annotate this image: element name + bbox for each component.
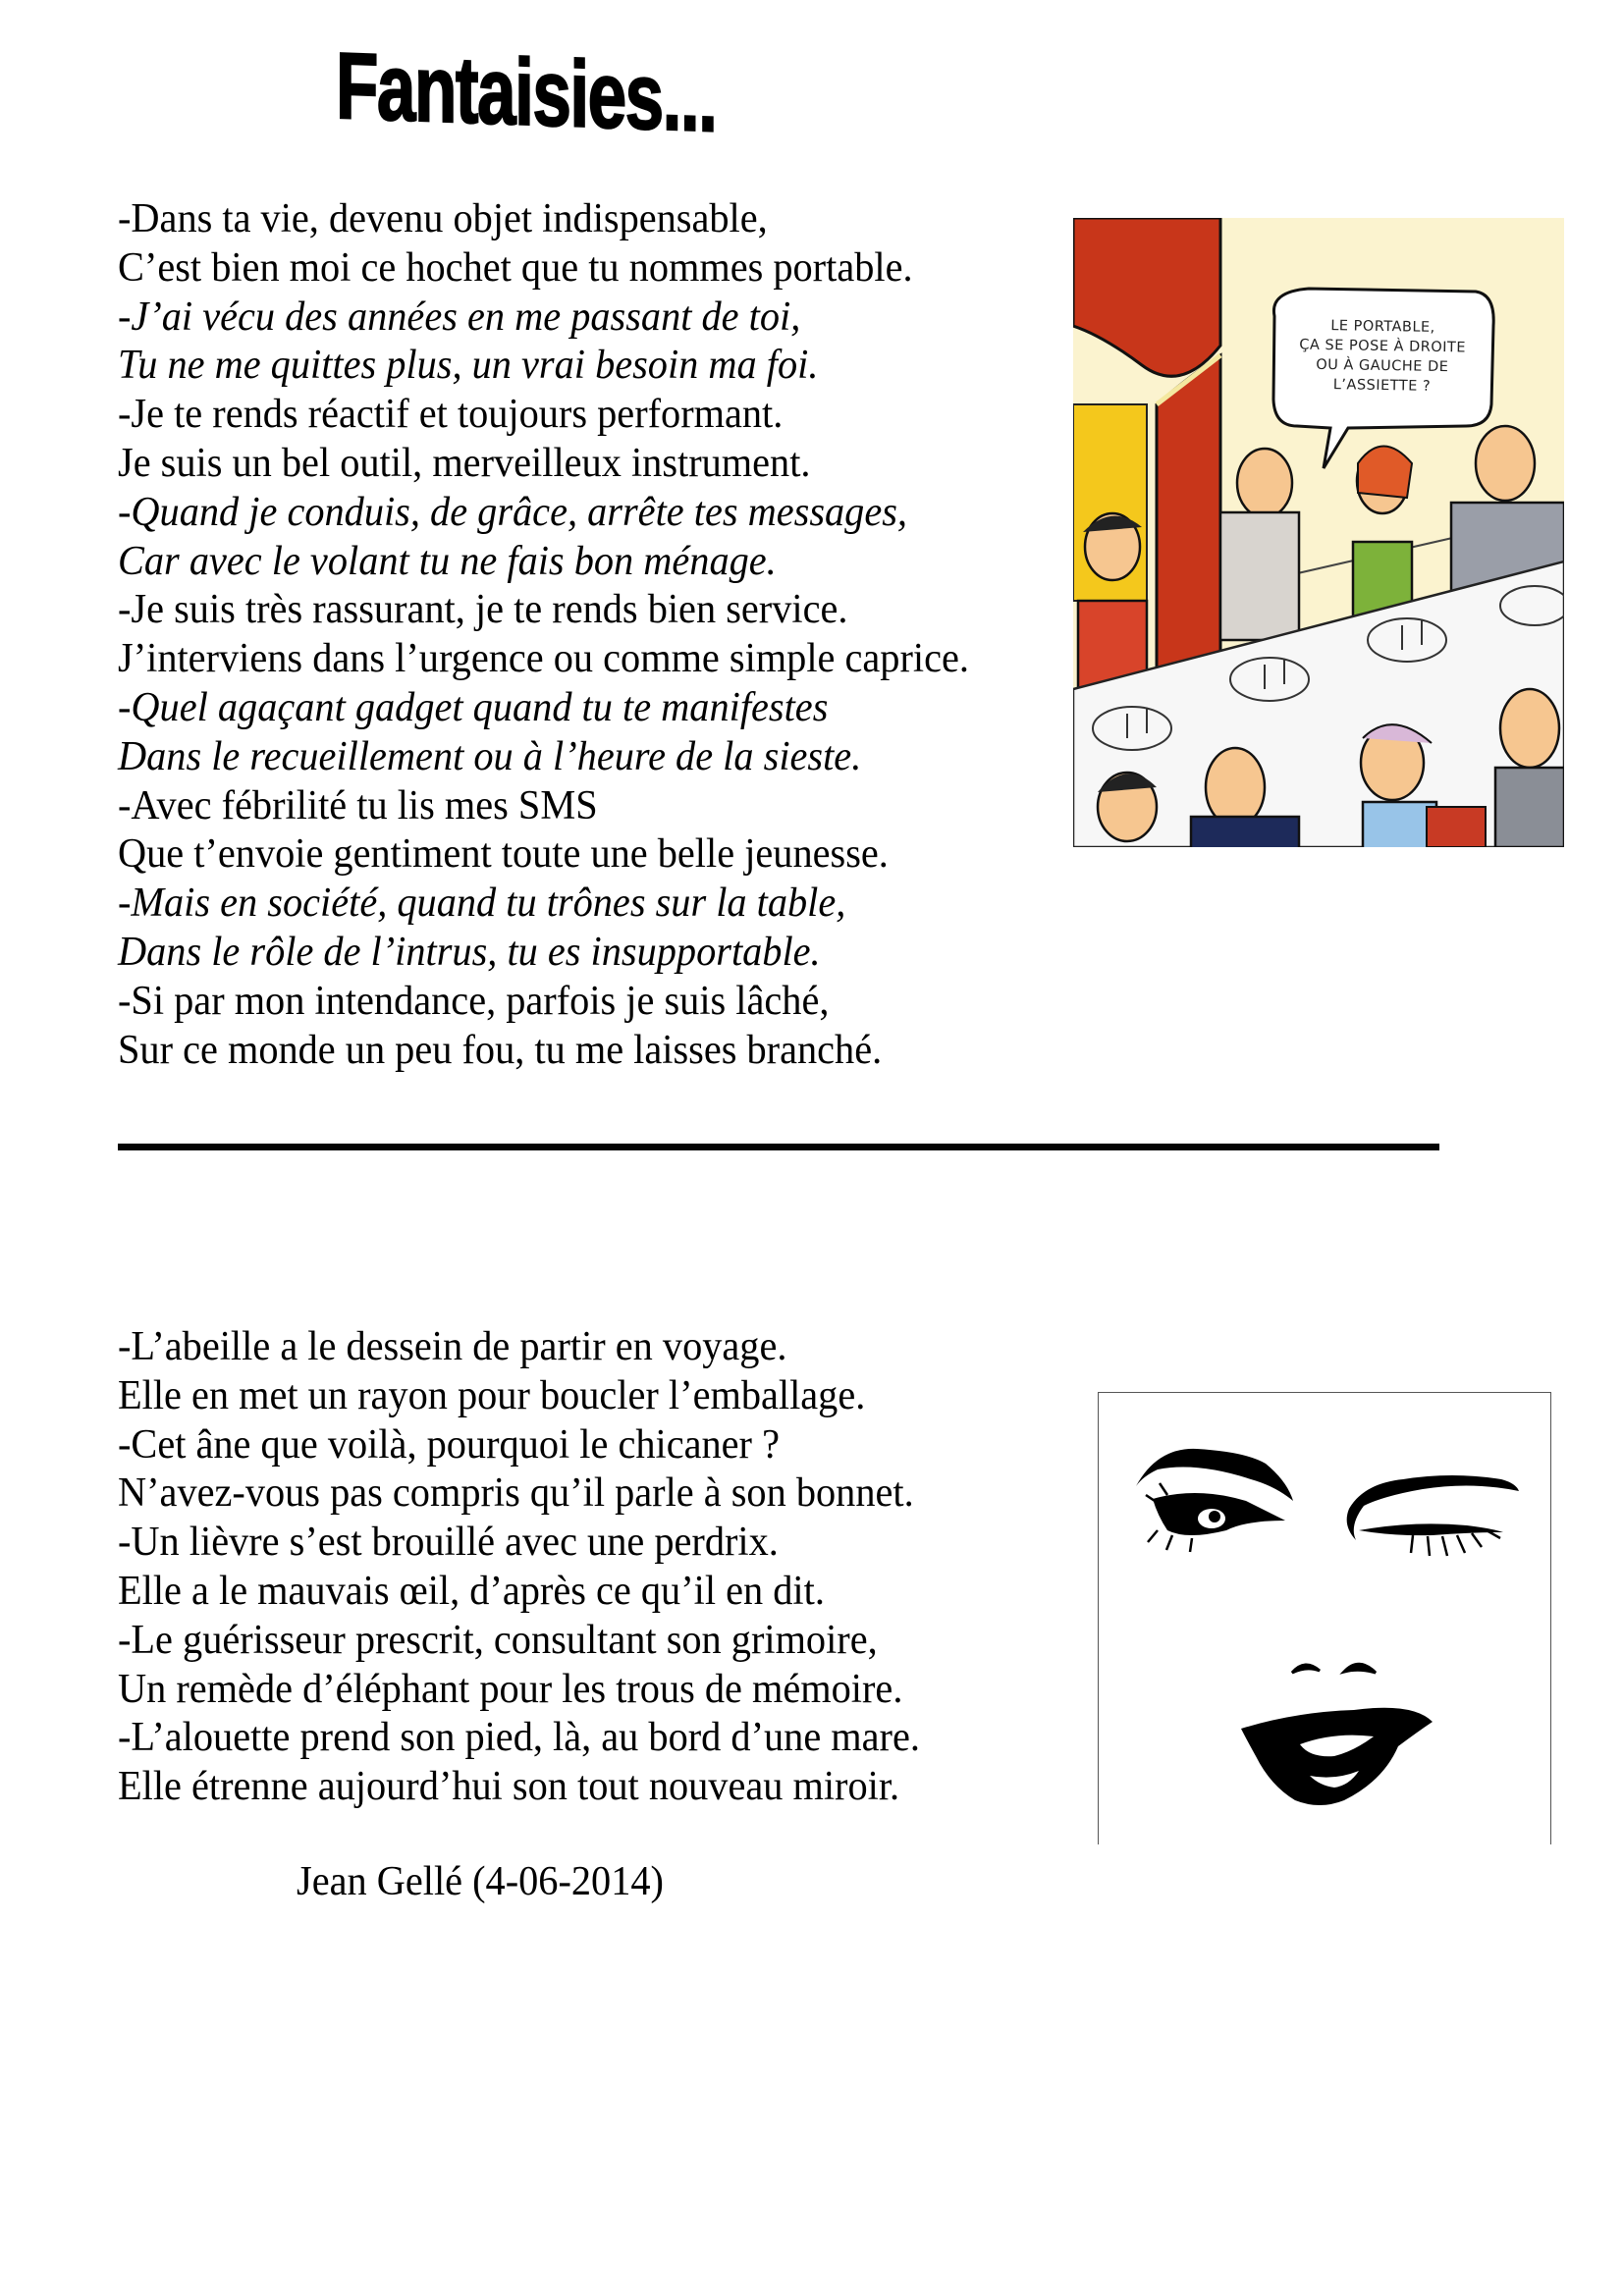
- poem-line: Car avec le volant tu ne fais bon ménage.: [118, 538, 777, 584]
- speech-bubble-line: ÇA SE POSE À DROITE: [1299, 337, 1467, 356]
- page-title: Fantaisies...: [336, 33, 717, 152]
- poem-line: -L’abeille a le dessein de partir en voyage.: [118, 1324, 787, 1369]
- poem-line: N’avez-vous pas compris qu’il parle à son bonnet.: [118, 1470, 914, 1517]
- cartoon-drawing-icon: [1073, 218, 1564, 847]
- poem-line: Que t’envoie gentiment toute une belle jeunesse.: [118, 831, 889, 878]
- poem-line: Elle étrenne aujourd’hui son tout nouveau miroir.: [118, 1764, 900, 1810]
- poem-line: Tu ne me quittes plus, un vrai besoin ma foi.: [118, 343, 819, 389]
- poem-line: -Mais en société, quand tu trônes sur la table,: [118, 881, 846, 927]
- poem-line: -L’alouette prend son pied, là, au bord d’une mare.: [118, 1715, 920, 1761]
- poem-line: Dans le recueillement ou à l’heure de la sieste.: [118, 733, 862, 779]
- poem-line: Je suis un bel outil, merveilleux instrument.: [118, 440, 811, 486]
- poem-line: -Quand je conduis, de grâce, arrête tes messages,: [118, 489, 907, 535]
- poem-line: -Avec fébrilité tu lis mes SMS: [118, 782, 598, 828]
- poem-line: -Je te rends réactif et toujours performant.: [118, 392, 784, 438]
- speech-bubble-line: LE PORTABLE,: [1330, 318, 1435, 336]
- speech-bubble-line: L’ASSIETTE ?: [1332, 377, 1432, 395]
- section-divider: [118, 1144, 1439, 1150]
- poem-line: Elle en met un rayon pour boucler l’emballage.: [118, 1372, 866, 1418]
- poem-line: -Le guérisseur prescrit, consultant son grimoire,: [118, 1617, 878, 1663]
- speech-bubble-line: OU À GAUCHE DE: [1316, 356, 1449, 376]
- dinner-party-cartoon-image: [1073, 218, 1564, 847]
- author-signature: Jean Gellé (4-06-2014): [297, 1859, 664, 1904]
- winking-face-image: [1098, 1392, 1551, 1844]
- poem-expressions: [118, 1323, 920, 1812]
- poem-line: Dans le rôle de l’intrus, tu es insupportable.: [118, 929, 821, 975]
- poem-line: -Un lièvre s’est brouillé avec une perdrix.: [118, 1520, 779, 1566]
- poem-line: Elle a le mauvais œil, d’après ce qu’il en dit.: [118, 1568, 825, 1614]
- poem-line: C’est bien moi ce hochet que tu nommes portable.: [118, 244, 913, 291]
- poem-line: -J’ai vécu des années en me passant de toi,: [118, 294, 801, 340]
- poem-line: -Dans ta vie, devenu objet indispensable,: [118, 196, 768, 241]
- poem-portable: [118, 195, 969, 1075]
- winking-face-icon: [1099, 1393, 1550, 1844]
- poem-line: -Quel agaçant gadget quand tu te manifestes: [118, 684, 829, 730]
- poem-line: Sur ce monde un peu fou, tu me laisses branché.: [118, 1027, 883, 1073]
- poem-line: -Je suis très rassurant, je te rends bien service.: [118, 587, 848, 633]
- poem-line: J’interviens dans l’urgence ou comme simple caprice.: [118, 636, 969, 682]
- poem-line: -Cet âne que voilà, pourquoi le chicaner ?: [118, 1421, 780, 1468]
- speech-bubble: [1273, 315, 1490, 398]
- poem-line: Un remède d’éléphant pour les trous de mémoire.: [118, 1666, 903, 1712]
- poem-line: -Si par mon intendance, parfois je suis lâché,: [118, 978, 830, 1024]
